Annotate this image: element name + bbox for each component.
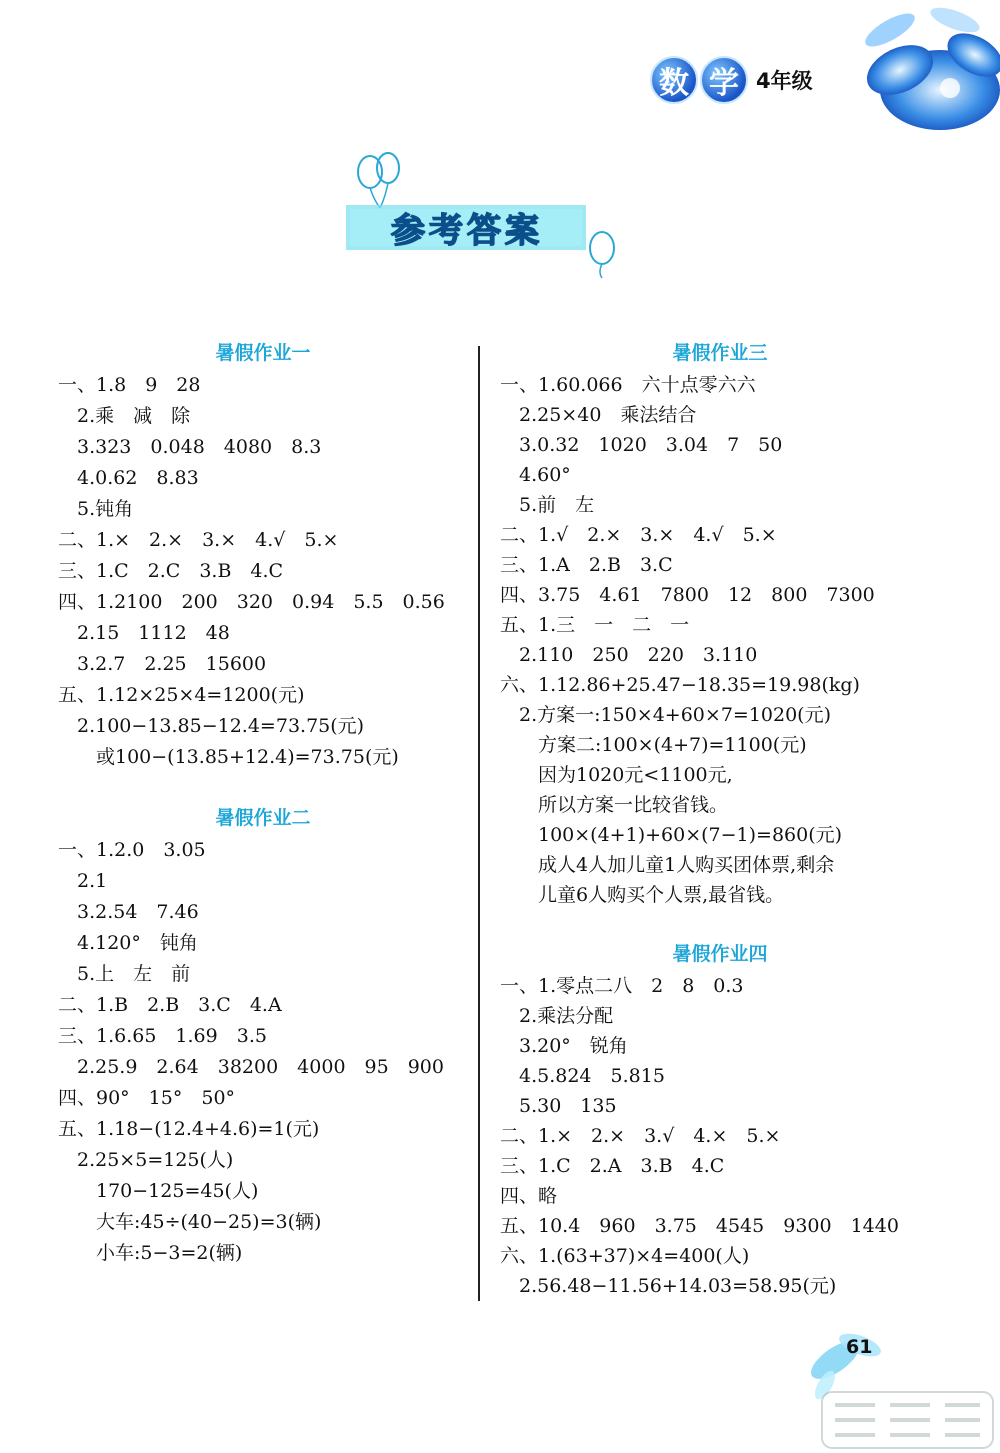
answer-line: 一、1.8 9 28 xyxy=(58,374,201,396)
answer-line: 小车:5−3=2(辆) xyxy=(58,1242,243,1264)
answer-line: 四、1.2100 200 320 0.94 5.5 0.56 xyxy=(58,591,445,613)
answer-line: 二、1.√ 2.× 3.× 4.√ 5.× xyxy=(500,524,777,546)
answer-line: 二、1.× 2.× 3.× 4.√ 5.× xyxy=(58,529,339,551)
answer-line: 3.0.32 1020 3.04 7 50 xyxy=(500,434,783,456)
answer-line: 三、1.6.65 1.69 3.5 xyxy=(58,1025,267,1047)
answer-line: 3.20° 锐角 xyxy=(500,1035,628,1057)
answer-line: 2.100−13.85−12.4=73.75(元) xyxy=(58,715,365,737)
answer-line: 二、1.× 2.× 3.√ 4.× 5.× xyxy=(500,1125,781,1147)
answer-line: 2.乘法分配 xyxy=(500,1005,614,1027)
answer-line: 五、1.18−(12.4+4.6)=1(元) xyxy=(58,1118,320,1140)
answer-line: 或100−(13.85+12.4)=73.75(元) xyxy=(58,746,399,768)
section-title: 暑假作业三 xyxy=(672,342,768,364)
answer-line: 三、1.A 2.B 3.C xyxy=(500,554,673,576)
section-title: 暑假作业二 xyxy=(215,807,311,829)
answer-line: 2.56.48−11.56+14.03=58.95(元) xyxy=(500,1275,837,1297)
answer-line: 2.乘 减 除 xyxy=(58,405,191,427)
answer-line: 4.120° 钝角 xyxy=(58,932,198,954)
answer-line: 5.钝角 xyxy=(58,498,134,520)
answer-line: 六、1.(63+37)×4=400(人) xyxy=(500,1245,750,1267)
answer-line: 二、1.B 2.B 3.C 4.A xyxy=(58,994,282,1016)
answer-line: 5.30 135 xyxy=(500,1095,617,1117)
answer-line: 五、1.三 一 二 一 xyxy=(500,614,690,636)
answer-line: 2.25×5=125(人) xyxy=(58,1149,234,1171)
section-title: 暑假作业一 xyxy=(215,342,311,364)
answer-line: 儿童6人购买个人票,最省钱。 xyxy=(500,884,785,906)
page-number: 61 xyxy=(846,1336,873,1358)
answer-line: 2.110 250 220 3.110 xyxy=(500,644,758,666)
answer-line: 5.前 左 xyxy=(500,494,595,516)
answer-line: 170−125=45(人) xyxy=(58,1180,259,1202)
answer-line: 三、1.C 2.C 3.B 4.C xyxy=(58,560,284,582)
answer-line: 2.25×40 乘法结合 xyxy=(500,404,697,426)
grade-label: 4年级 xyxy=(756,69,813,93)
left-column xyxy=(58,336,468,1269)
subject-char-2: 学 xyxy=(700,56,748,104)
answer-line: 2.1 xyxy=(58,870,108,892)
answer-line: 4.60° xyxy=(500,464,571,486)
answers-title: 参考答案 xyxy=(391,210,543,251)
answer-line: 四、略 xyxy=(500,1185,558,1207)
answer-line: 5.上 左 前 xyxy=(58,963,191,985)
subject-char-1: 数 xyxy=(650,56,698,104)
answer-line: 一、1.零点二八 2 8 0.3 xyxy=(500,975,744,997)
column-divider xyxy=(478,346,480,1301)
answer-line: 大车:45÷(40−25)=3(辆) xyxy=(58,1211,322,1233)
right-column xyxy=(500,336,940,1301)
answer-line: 一、1.60.066 六十点零六六 xyxy=(500,374,756,396)
answer-line: 所以方案一比较省钱。 xyxy=(500,794,729,816)
answer-line: 因为1020元<1100元, xyxy=(500,764,733,786)
answer-line: 2.方案一:150×4+60×7=1020(元) xyxy=(500,704,832,726)
answer-line: 4.0.62 8.83 xyxy=(58,467,199,489)
answer-line: 四、90° 15° 50° xyxy=(58,1087,236,1109)
answer-line: 一、1.2.0 3.05 xyxy=(58,839,206,861)
answer-line: 3.2.54 7.46 xyxy=(58,901,199,923)
answer-line: 三、1.C 2.A 3.B 4.C xyxy=(500,1155,725,1177)
answer-line: 方案二:100×(4+7)=1100(元) xyxy=(500,734,807,756)
answer-line: 六、1.12.86+25.47−18.35=19.98(kg) xyxy=(500,674,860,696)
section-title: 暑假作业四 xyxy=(672,943,768,965)
watermark-logo-icon xyxy=(820,1390,995,1450)
answer-line: 3.2.7 2.25 15600 xyxy=(58,653,267,675)
answer-line: 四、3.75 4.61 7800 12 800 7300 xyxy=(500,584,875,606)
answer-line: 2.25.9 2.64 38200 4000 95 900 xyxy=(58,1056,444,1078)
answer-line: 五、10.4 960 3.75 4545 9300 1440 xyxy=(500,1215,899,1237)
answer-line: 3.323 0.048 4080 8.3 xyxy=(58,436,322,458)
subject-header xyxy=(650,55,813,105)
answer-line: 成人4人加儿童1人购买团体票,剩余 xyxy=(500,854,835,876)
answer-line: 100×(4+1)+60×(7−1)=860(元) xyxy=(500,824,843,846)
answer-line: 4.5.824 5.815 xyxy=(500,1065,665,1087)
answer-line: 五、1.12×25×4=1200(元) xyxy=(58,684,305,706)
answer-line: 2.15 1112 48 xyxy=(58,622,230,644)
